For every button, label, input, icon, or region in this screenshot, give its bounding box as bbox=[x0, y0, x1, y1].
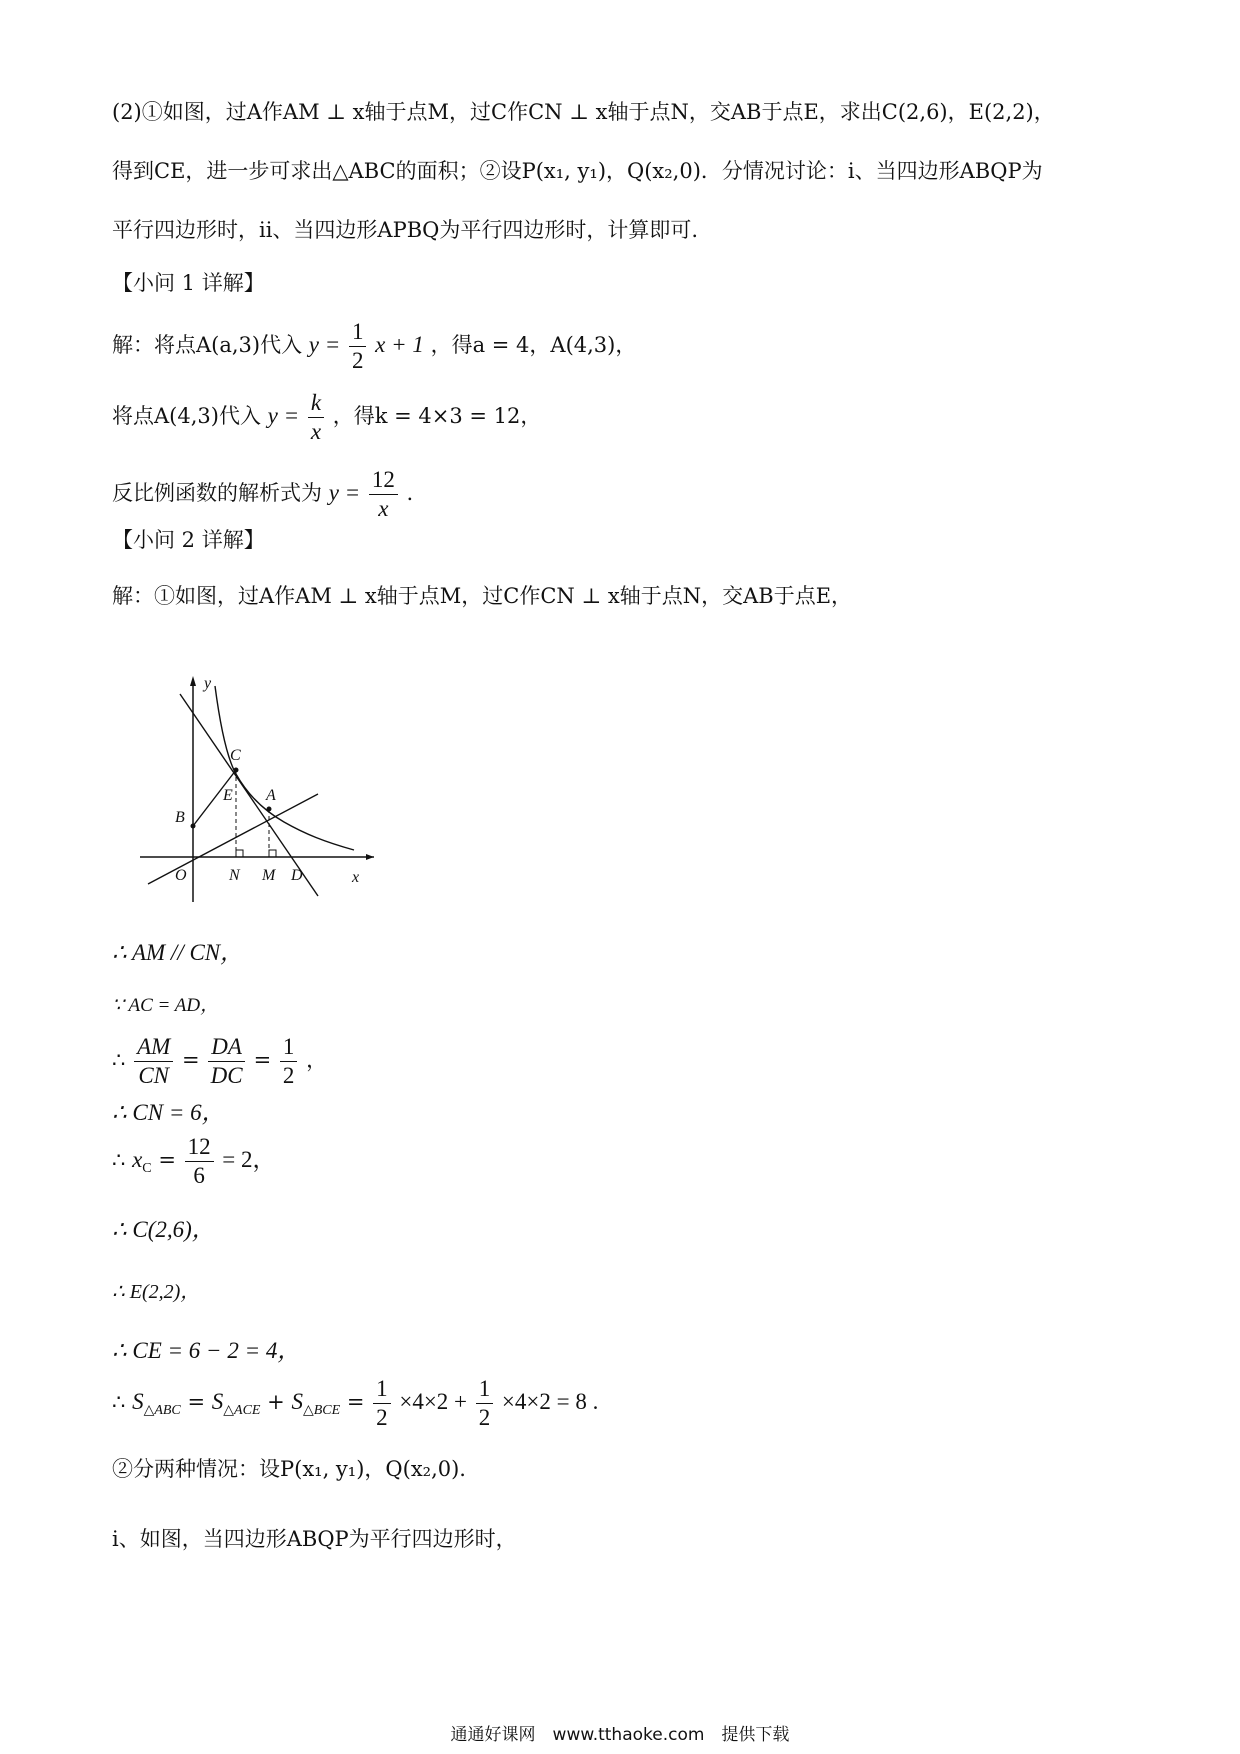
section-heading: 【小问 1 详解】 bbox=[112, 271, 265, 295]
proof-step: ∴ CE = 6 − 2 = 4， bbox=[112, 1338, 301, 1363]
text-line: 平行四边形时，ⅱ、当四边形APBQ为平行四边形时，计算即可. bbox=[112, 218, 699, 242]
label-o: O bbox=[175, 867, 187, 884]
page-footer: 通通好课网 www.tthaoke.com 提供下载 bbox=[450, 1725, 790, 1745]
y-axis-arrow-icon bbox=[190, 676, 196, 686]
label-b: B bbox=[175, 809, 185, 826]
label-y: y bbox=[204, 675, 212, 692]
text-line: 得到CE，进一步可求出△ABC的面积；②设P(x₁, y₁)，Q(x₂,0)．分情况讨论：ⅰ、当四边形ABQP为 bbox=[112, 159, 1043, 183]
section-heading: 【小问 2 详解】 bbox=[112, 528, 265, 552]
text-line: 解：将点A(a,3)代入 y = $\frac{1}{2}$ x + 1 ，得a = 4，A(4,3)， bbox=[112, 319, 637, 373]
right-angle-mark-m bbox=[269, 850, 276, 857]
point-b bbox=[191, 824, 196, 829]
text-line: 反比例函数的解析式为 y = $\frac{12}{x}$ . bbox=[112, 467, 414, 521]
coordinate-figure bbox=[140, 674, 380, 904]
text-line: 将点A(4,3)代入 y = $\frac{k}{x}$ ，得k = 4×3 = 12， bbox=[112, 390, 542, 444]
text-line: ②分两种情况：设P(x₁, y₁)，Q(x₂,0). bbox=[112, 1457, 466, 1481]
proof-step: ∴ $S_{\triangle ABC} = S_{\triangle ACE} + S_{\triangle BCE}$ = $\frac{1}{2}$ ×4×2 + $\frac{1}{2}$ ×4×2 = 8 . bbox=[112, 1376, 599, 1430]
point-a bbox=[267, 807, 272, 812]
proof-step: ∴ $x_C$ = $\frac{12}{6}$ = 2， bbox=[112, 1134, 276, 1188]
proof-step: ∴ C(2,6)， bbox=[112, 1217, 215, 1242]
proof-step: ∴ CN = 6， bbox=[112, 1100, 225, 1125]
label-m: M bbox=[262, 867, 276, 884]
line-cd bbox=[180, 694, 318, 896]
proof-step: ∵ AC = AD， bbox=[112, 995, 220, 1016]
text-line: (2)①如图，过A作AM ⊥ x轴于点M，过C作CN ⊥ x轴于点N，交AB于点E，求出C(2,6)，E(2,2)， bbox=[112, 100, 1055, 124]
text-line: 解：①如图，过A作AM ⊥ x轴于点M，过C作CN ⊥ x轴于点N，交AB于点E， bbox=[112, 584, 853, 608]
proof-step: ∴ AM // CN， bbox=[112, 940, 244, 965]
x-axis-arrow-icon bbox=[366, 854, 374, 860]
label-c: C bbox=[230, 747, 241, 764]
label-d: D bbox=[291, 867, 303, 884]
label-a: A bbox=[266, 787, 276, 804]
proof-step: ∴ $\frac{AM}{CN}$ = $\frac{DA}{DC}$ = $\frac{1}{2}$ ， bbox=[112, 1034, 328, 1088]
point-c bbox=[234, 768, 239, 773]
label-n: N bbox=[229, 867, 240, 884]
label-x: x bbox=[352, 869, 360, 886]
label-e: E bbox=[223, 787, 233, 804]
proof-step: ∴ E(2,2)， bbox=[112, 1281, 201, 1303]
text-line: ⅰ、如图，当四边形ABQP为平行四边形时， bbox=[112, 1527, 517, 1551]
right-angle-mark-n bbox=[236, 850, 243, 857]
